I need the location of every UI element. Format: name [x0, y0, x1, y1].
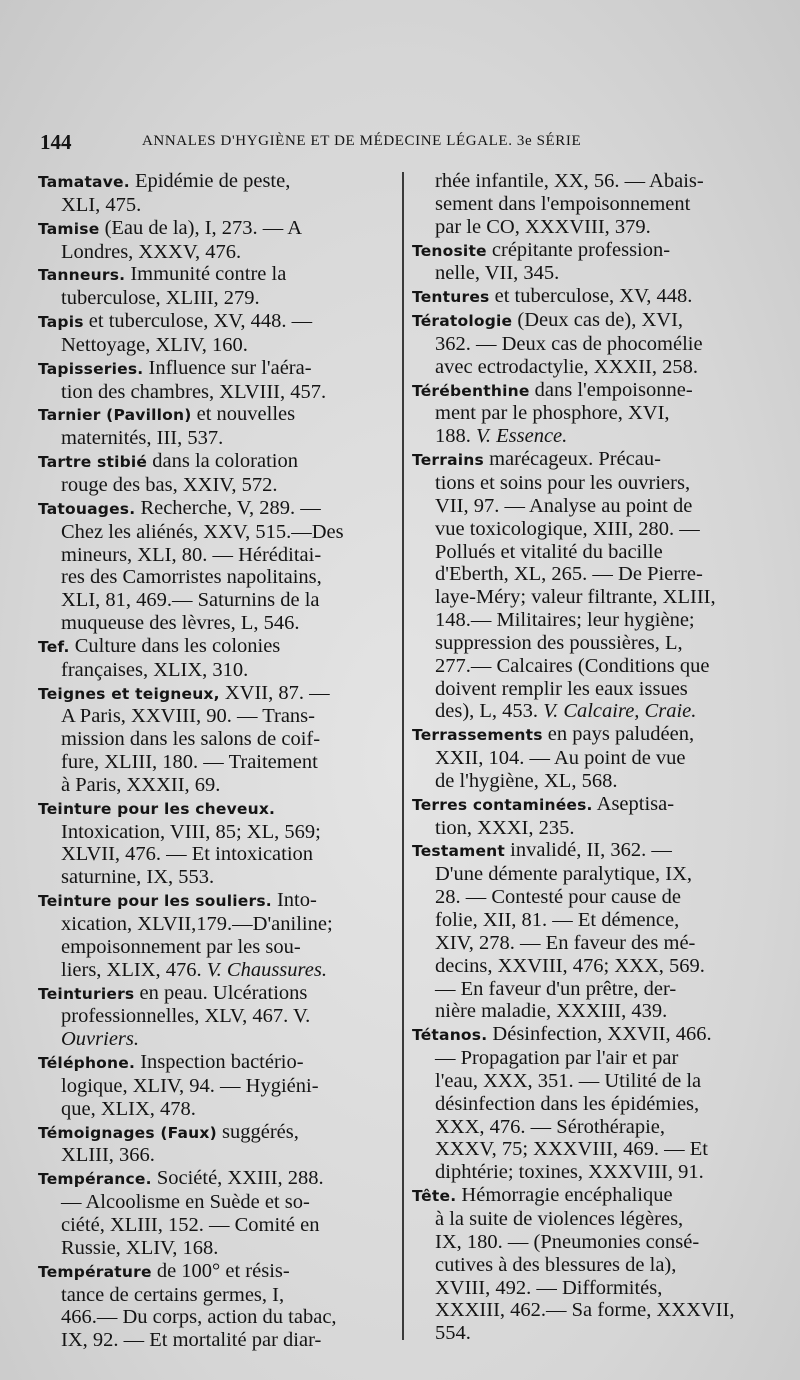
entry-line: [412, 518, 764, 541]
entry-text: nelle, VII, 345.: [435, 262, 560, 285]
entry-text: doivent remplir les eaux issues: [435, 677, 688, 700]
index-entry: [38, 450, 394, 497]
entry-line: [38, 774, 394, 797]
entry-line: [412, 678, 764, 701]
entry-text: des), L, 453.: [435, 700, 539, 723]
entry-text: rouge des bas, XXIV, 572.: [61, 473, 278, 496]
entry-line: [38, 913, 394, 936]
index-entry: [38, 1121, 394, 1168]
entry-line: [38, 1098, 394, 1121]
entry-text: Epidémie de peste,: [134, 170, 291, 192]
index-entry: [38, 357, 394, 404]
entry-text: ciété, XLIII, 152. — Comité en: [61, 1213, 320, 1236]
cross-reference: V. Chaussures.: [201, 958, 327, 981]
entry-line: [38, 1329, 394, 1352]
entry-text: Immunité contre la: [130, 263, 287, 286]
entry-text: vue toxicologique, XIII, 280. —: [435, 517, 700, 540]
entry-text: (Eau de la), I, 273. — A: [104, 216, 303, 239]
entry-text: professionnelles, XLV, 467. V.: [61, 1005, 311, 1028]
entry-text: IX, 92. — Et mortalité par diar-: [61, 1329, 322, 1352]
index-entry: [38, 217, 394, 264]
entry-line: [38, 474, 394, 497]
entry-text: tions et soins pour les ouvriers,: [435, 471, 691, 494]
entry-headword: Température: [38, 1262, 152, 1281]
entry-line: [412, 1138, 764, 1161]
index-entry: [38, 635, 394, 682]
entry-text: Inspection bactério-: [140, 1051, 304, 1074]
entry-line: [412, 1184, 764, 1208]
entry-text: — Alcoolisme en Suède et so-: [61, 1191, 310, 1214]
entry-text: Chez les aliénés, XXV, 515.—Des: [61, 520, 344, 543]
entry-line: [412, 586, 764, 609]
entry-line: [38, 194, 394, 217]
entry-headword: Testament: [412, 842, 506, 861]
index-entry: [412, 239, 764, 286]
entry-line: [38, 1237, 394, 1260]
entry-line: [412, 1231, 764, 1254]
entry-line: [38, 566, 394, 589]
entry-line: [412, 309, 764, 333]
index-entry: [412, 285, 764, 309]
entry-text: et tuberculose, XV, 448. —: [88, 310, 313, 333]
entry-line: [412, 402, 764, 425]
entry-text: par le CO, XXXVIII, 379.: [435, 215, 651, 238]
entry-headword: Tartre stibié: [38, 453, 148, 472]
entry-text: Londres, XXXV, 476.: [61, 240, 242, 263]
index-entry: [38, 497, 394, 635]
entry-text: 148.— Militaires; leur hygiène;: [435, 609, 695, 632]
entry-text: tion des chambres, XLVIII, 457.: [61, 380, 327, 403]
entry-text: empoisonnement par les sou-: [61, 935, 301, 958]
entry-line: [38, 287, 394, 310]
index-entry: [38, 982, 394, 1052]
entry-headword: Tétanos.: [412, 1026, 488, 1045]
entry-line: [412, 700, 764, 723]
entry-line: [38, 889, 394, 913]
index-entry: [412, 793, 764, 840]
entry-text: à la suite de violences légères,: [435, 1207, 684, 1230]
entry-text: Intoxication, VIII, 85; XL, 569;: [61, 820, 321, 843]
entry-line: [38, 170, 394, 194]
entry-text: nière maladie, XXXIII, 439.: [435, 1000, 668, 1023]
entry-headword: Tempérance.: [38, 1170, 152, 1189]
entry-text: dans l'empoisonne-: [534, 378, 693, 401]
entry-headword: Teignes et teigneux,: [38, 684, 220, 703]
entry-text: IX, 180. — (Pneumonies consé-: [435, 1230, 700, 1253]
entry-headword: Terres contaminées.: [412, 795, 593, 814]
entry-line: [38, 1260, 394, 1284]
entry-text: désinfection dans les épidémies,: [435, 1092, 700, 1115]
entry-line: [38, 544, 394, 567]
index-entry: [412, 309, 764, 379]
cross-reference: Ouvriers.: [61, 1028, 140, 1051]
entry-headword: Témoignages (Faux): [38, 1123, 217, 1142]
entry-line: [412, 379, 764, 403]
entry-text: Russie, XLIV, 168.: [61, 1236, 219, 1259]
entry-text: l'eau, XXX, 351. — Utilité de la: [435, 1069, 702, 1092]
entry-line: [38, 728, 394, 751]
entry-line: [38, 497, 394, 521]
index-entry: [412, 1184, 764, 1345]
entry-line: [38, 821, 394, 844]
index-entry: [38, 263, 394, 310]
entry-headword: Teinturiers: [38, 984, 135, 1003]
entry-text: avec ectrodactylie, XXXII, 258.: [435, 355, 698, 378]
index-entry: [38, 889, 394, 981]
entry-line: [38, 589, 394, 612]
entry-text: ment par le phosphore, XVI,: [435, 402, 670, 425]
entry-text: dans la coloration: [152, 450, 298, 473]
entry-text: Influence sur l'aéra-: [148, 356, 312, 379]
index-entry: [412, 1023, 764, 1184]
entry-text: de 100° et résis-: [156, 1259, 290, 1282]
entry-line: [412, 863, 764, 886]
entry-line: [412, 262, 764, 285]
entry-line: [412, 239, 764, 263]
entry-text: folie, XII, 81. — Et démence,: [435, 909, 680, 931]
entry-headword: Tef.: [38, 637, 70, 656]
entry-text: XXXIII, 462.— Sa forme, XXXVII,: [435, 1299, 735, 1322]
entry-line: [412, 170, 764, 193]
entry-text: XLIII, 366.: [61, 1144, 155, 1167]
entry-text: — En faveur d'un prêtre, der-: [435, 977, 677, 1000]
index-entry: [38, 170, 394, 217]
entry-headword: Tatouages.: [38, 499, 136, 518]
index-column-left: [38, 170, 394, 1352]
entry-line: [412, 632, 764, 655]
entry-line: [38, 1005, 394, 1028]
entry-line: [412, 216, 764, 239]
entry-line: [412, 1000, 764, 1023]
entry-line: [412, 425, 764, 448]
entry-headword: Terrassements: [412, 726, 543, 745]
entry-text: XXXV, 75; XXXVIII, 469. — Et: [435, 1138, 708, 1161]
entry-line: [412, 886, 764, 909]
entry-headword: Teinture pour les souliers.: [38, 892, 272, 911]
index-entry: [38, 797, 394, 889]
entry-text: XVII, 87. —: [224, 681, 330, 704]
entry-line: [412, 541, 764, 564]
running-title: ANNALES D'HYGIÈNE ET DE MÉDECINE LÉGALE. 3e SÉRIE: [142, 133, 582, 149]
entry-text: à Paris, XXXII, 69.: [61, 773, 221, 796]
entry-line: [38, 1284, 394, 1307]
entry-line: [412, 1277, 764, 1300]
entry-text: saturnine, IX, 553.: [61, 866, 215, 889]
entry-line: [38, 1191, 394, 1214]
entry-text: maternités, III, 537.: [61, 427, 224, 450]
entry-line: [412, 1070, 764, 1093]
entry-line: [38, 682, 394, 706]
entry-text: tuberculose, XLIII, 279.: [61, 287, 260, 310]
entry-line: [38, 403, 394, 427]
entry-headword: Tamatave.: [38, 173, 130, 191]
entry-headword: Terrains: [412, 451, 484, 470]
entry-line: [412, 1299, 764, 1322]
index-entry: [38, 1167, 394, 1259]
entry-line: [38, 959, 394, 982]
entry-line: [412, 563, 764, 586]
entry-line: [38, 427, 394, 450]
entry-line: [38, 635, 394, 659]
entry-text: XIV, 278. — En faveur des mé-: [435, 931, 696, 954]
entry-line: [412, 655, 764, 678]
index-entry: [412, 723, 764, 793]
entry-text: 277.— Calcaires (Conditions que: [435, 654, 710, 677]
index-entry: [38, 1260, 394, 1352]
entry-line: [38, 936, 394, 959]
entry-headword: Tête.: [412, 1187, 457, 1206]
entry-text: fure, XLIII, 180. — Traitement: [61, 751, 318, 774]
index-entry: [38, 310, 394, 357]
entry-text: XLVII, 476. — Et intoxication: [61, 843, 314, 866]
entry-line: [412, 1116, 764, 1139]
entry-text: Recherche, V, 289. —: [140, 496, 321, 519]
entry-text: 188.: [435, 425, 471, 448]
entry-text: de l'hygiène, XL, 568.: [435, 769, 618, 792]
entry-text: (Deux cas de), XVI,: [517, 309, 684, 332]
entry-line: [412, 193, 764, 216]
entry-text: que, XLIX, 478.: [61, 1097, 196, 1120]
entry-text: logique, XLIV, 94. — Hygiéni-: [61, 1074, 319, 1097]
entry-text: A Paris, XXVIII, 90. — Trans-: [61, 705, 315, 728]
entry-text: rhée infantile, XX, 56. — Abais-: [435, 170, 704, 192]
entry-line: [412, 356, 764, 379]
entry-text: suggérés,: [222, 1120, 299, 1143]
page-number: 144: [40, 130, 72, 154]
entry-text: decins, XXVIII, 476; XXX, 569.: [435, 954, 705, 977]
index-entry: [38, 403, 394, 450]
entry-text: Nettoyage, XLIV, 160.: [61, 333, 248, 356]
entry-text: et nouvelles: [196, 403, 296, 426]
entry-text: 466.— Du corps, action du tabac,: [61, 1306, 337, 1329]
entry-line: [38, 751, 394, 774]
index-entry: [412, 379, 764, 449]
entry-text: en peau. Ulcérations: [139, 981, 308, 1004]
entry-text: sement dans l'empoisonnement: [435, 192, 691, 215]
entry-text: Aseptisa-: [596, 792, 675, 815]
entry-line: [38, 866, 394, 889]
entry-line: [412, 609, 764, 632]
entry-headword: Tamise: [38, 219, 100, 238]
entry-text: Culture dans les colonies: [74, 634, 281, 657]
entry-headword: Teinture pour les cheveux.: [38, 799, 276, 818]
entry-headword: Tératologie: [412, 312, 513, 331]
entry-text: VII, 97. — Analyse au point de: [435, 494, 693, 517]
entry-line: [412, 793, 764, 817]
entry-line: [38, 1214, 394, 1237]
entry-text: Pollués et vitalité du bacille: [435, 540, 663, 563]
entry-line: [38, 1167, 394, 1191]
index-entry: [412, 839, 764, 1023]
entry-headword: Térébenthine: [412, 381, 530, 400]
entry-line: [412, 839, 764, 863]
index-entry: [38, 682, 394, 797]
entry-text: diphtérie; toxines, XXXVIII, 91.: [435, 1161, 704, 1184]
entry-text: XVIII, 492. — Difformités,: [435, 1276, 663, 1299]
entry-line: [412, 1093, 764, 1116]
cross-reference: V. Essence.: [470, 425, 568, 448]
entry-text: en pays paludéen,: [547, 723, 695, 746]
entry-text: 554.: [435, 1322, 471, 1345]
entry-line: [412, 1023, 764, 1047]
entry-line: [38, 1075, 394, 1098]
entry-text: d'Eberth, XL, 265. — De Pierre-: [435, 563, 703, 586]
entry-text: liers, XLIX, 476.: [61, 958, 202, 981]
column-divider: [402, 172, 404, 1340]
entry-text: suppression des poussières, L,: [435, 631, 683, 654]
entry-text: et tuberculose, XV, 448.: [494, 285, 693, 308]
entry-line: [38, 263, 394, 287]
entry-text: 28. — Contesté pour cause de: [435, 886, 681, 909]
entry-text: françaises, XLIX, 310.: [61, 658, 249, 681]
entry-line: [412, 1047, 764, 1070]
entry-text: laye-Méry; valeur filtrante, XLIII,: [435, 586, 716, 609]
entry-line: [412, 747, 764, 770]
entry-line: [412, 932, 764, 955]
entry-line: [38, 310, 394, 334]
entry-text: tion, XXXI, 235.: [435, 816, 575, 839]
entry-headword: Tenosite: [412, 241, 487, 260]
entry-text: cutives à des blessures de la),: [435, 1253, 677, 1276]
entry-text: mission dans les salons de coif-: [61, 728, 321, 751]
entry-line: [38, 659, 394, 682]
entry-line: [38, 1051, 394, 1075]
running-header: [40, 130, 760, 160]
entry-text: marécageux. Précau-: [489, 448, 661, 471]
entry-text: crépitante profession-: [491, 238, 671, 261]
entry-line: [412, 285, 764, 309]
entry-text: D'une démente paralytique, IX,: [435, 863, 693, 886]
entry-line: [38, 982, 394, 1006]
entry-text: tance de certains germes, I,: [61, 1283, 285, 1306]
entry-line: [38, 450, 394, 474]
entry-text: Hémorragie encéphalique: [461, 1184, 673, 1207]
entry-line: [412, 1208, 764, 1231]
entry-text: Société, XXIII, 288.: [156, 1167, 324, 1190]
entry-text: XLI, 81, 469.— Saturnins de la: [61, 589, 320, 612]
entry-text: Into-: [276, 889, 317, 912]
entry-line: [412, 333, 764, 356]
entry-line: [38, 381, 394, 404]
entry-line: [38, 357, 394, 381]
entry-line: [412, 448, 764, 472]
entry-line: [38, 1121, 394, 1145]
entry-text: Désinfection, XXVII, 466.: [492, 1023, 712, 1046]
entry-line: [412, 978, 764, 1001]
entry-line: [412, 495, 764, 518]
entry-line: [412, 1322, 764, 1345]
entry-headword: Téléphone.: [38, 1054, 136, 1073]
entry-text: muqueuse des lèvres, L, 546.: [61, 612, 300, 635]
entry-line: [38, 217, 394, 241]
entry-headword: Tapisseries.: [38, 359, 144, 378]
entry-text: xication, XLVII,179.—D'aniline;: [61, 913, 333, 935]
entry-line: [412, 723, 764, 747]
entry-line: [38, 334, 394, 357]
entry-line: [38, 521, 394, 544]
entry-text: — Propagation par l'air et par: [435, 1047, 679, 1070]
entry-line: [38, 1144, 394, 1167]
entry-line: [412, 817, 764, 840]
entry-text: res des Camorristes napolitains,: [61, 566, 322, 589]
index-entry: [412, 170, 764, 239]
index-column-right: [412, 170, 764, 1345]
entry-text: mineurs, XLI, 80. — Héréditai-: [61, 543, 322, 566]
entry-line: [38, 797, 394, 821]
index-entry: [412, 448, 764, 723]
entry-line: [38, 1306, 394, 1329]
entry-line: [38, 612, 394, 635]
entry-line: [38, 843, 394, 866]
entry-headword: Tentures: [412, 288, 490, 307]
entry-headword: Tarnier (Pavillon): [38, 406, 192, 425]
entry-line: [412, 909, 764, 932]
entry-text: XXX, 476. — Sérothérapie,: [435, 1115, 666, 1138]
entry-headword: Tapis: [38, 313, 84, 332]
entry-text: XLI, 475.: [61, 193, 142, 216]
index-entry: [38, 1051, 394, 1121]
entry-line: [412, 472, 764, 495]
entry-line: [412, 1161, 764, 1184]
cross-reference: V. Calcaire, Craie.: [538, 700, 697, 723]
entry-text: invalidé, II, 362. —: [510, 839, 672, 862]
entry-line: [38, 241, 394, 264]
entry-headword: Tanneurs.: [38, 266, 126, 285]
entry-line: [412, 955, 764, 978]
entry-text: XXII, 104. — Au point de vue: [435, 747, 686, 770]
entry-line: [38, 705, 394, 728]
entry-text: 362. — Deux cas de phocomélie: [435, 332, 703, 355]
entry-line: [412, 770, 764, 793]
entry-line: [412, 1254, 764, 1277]
